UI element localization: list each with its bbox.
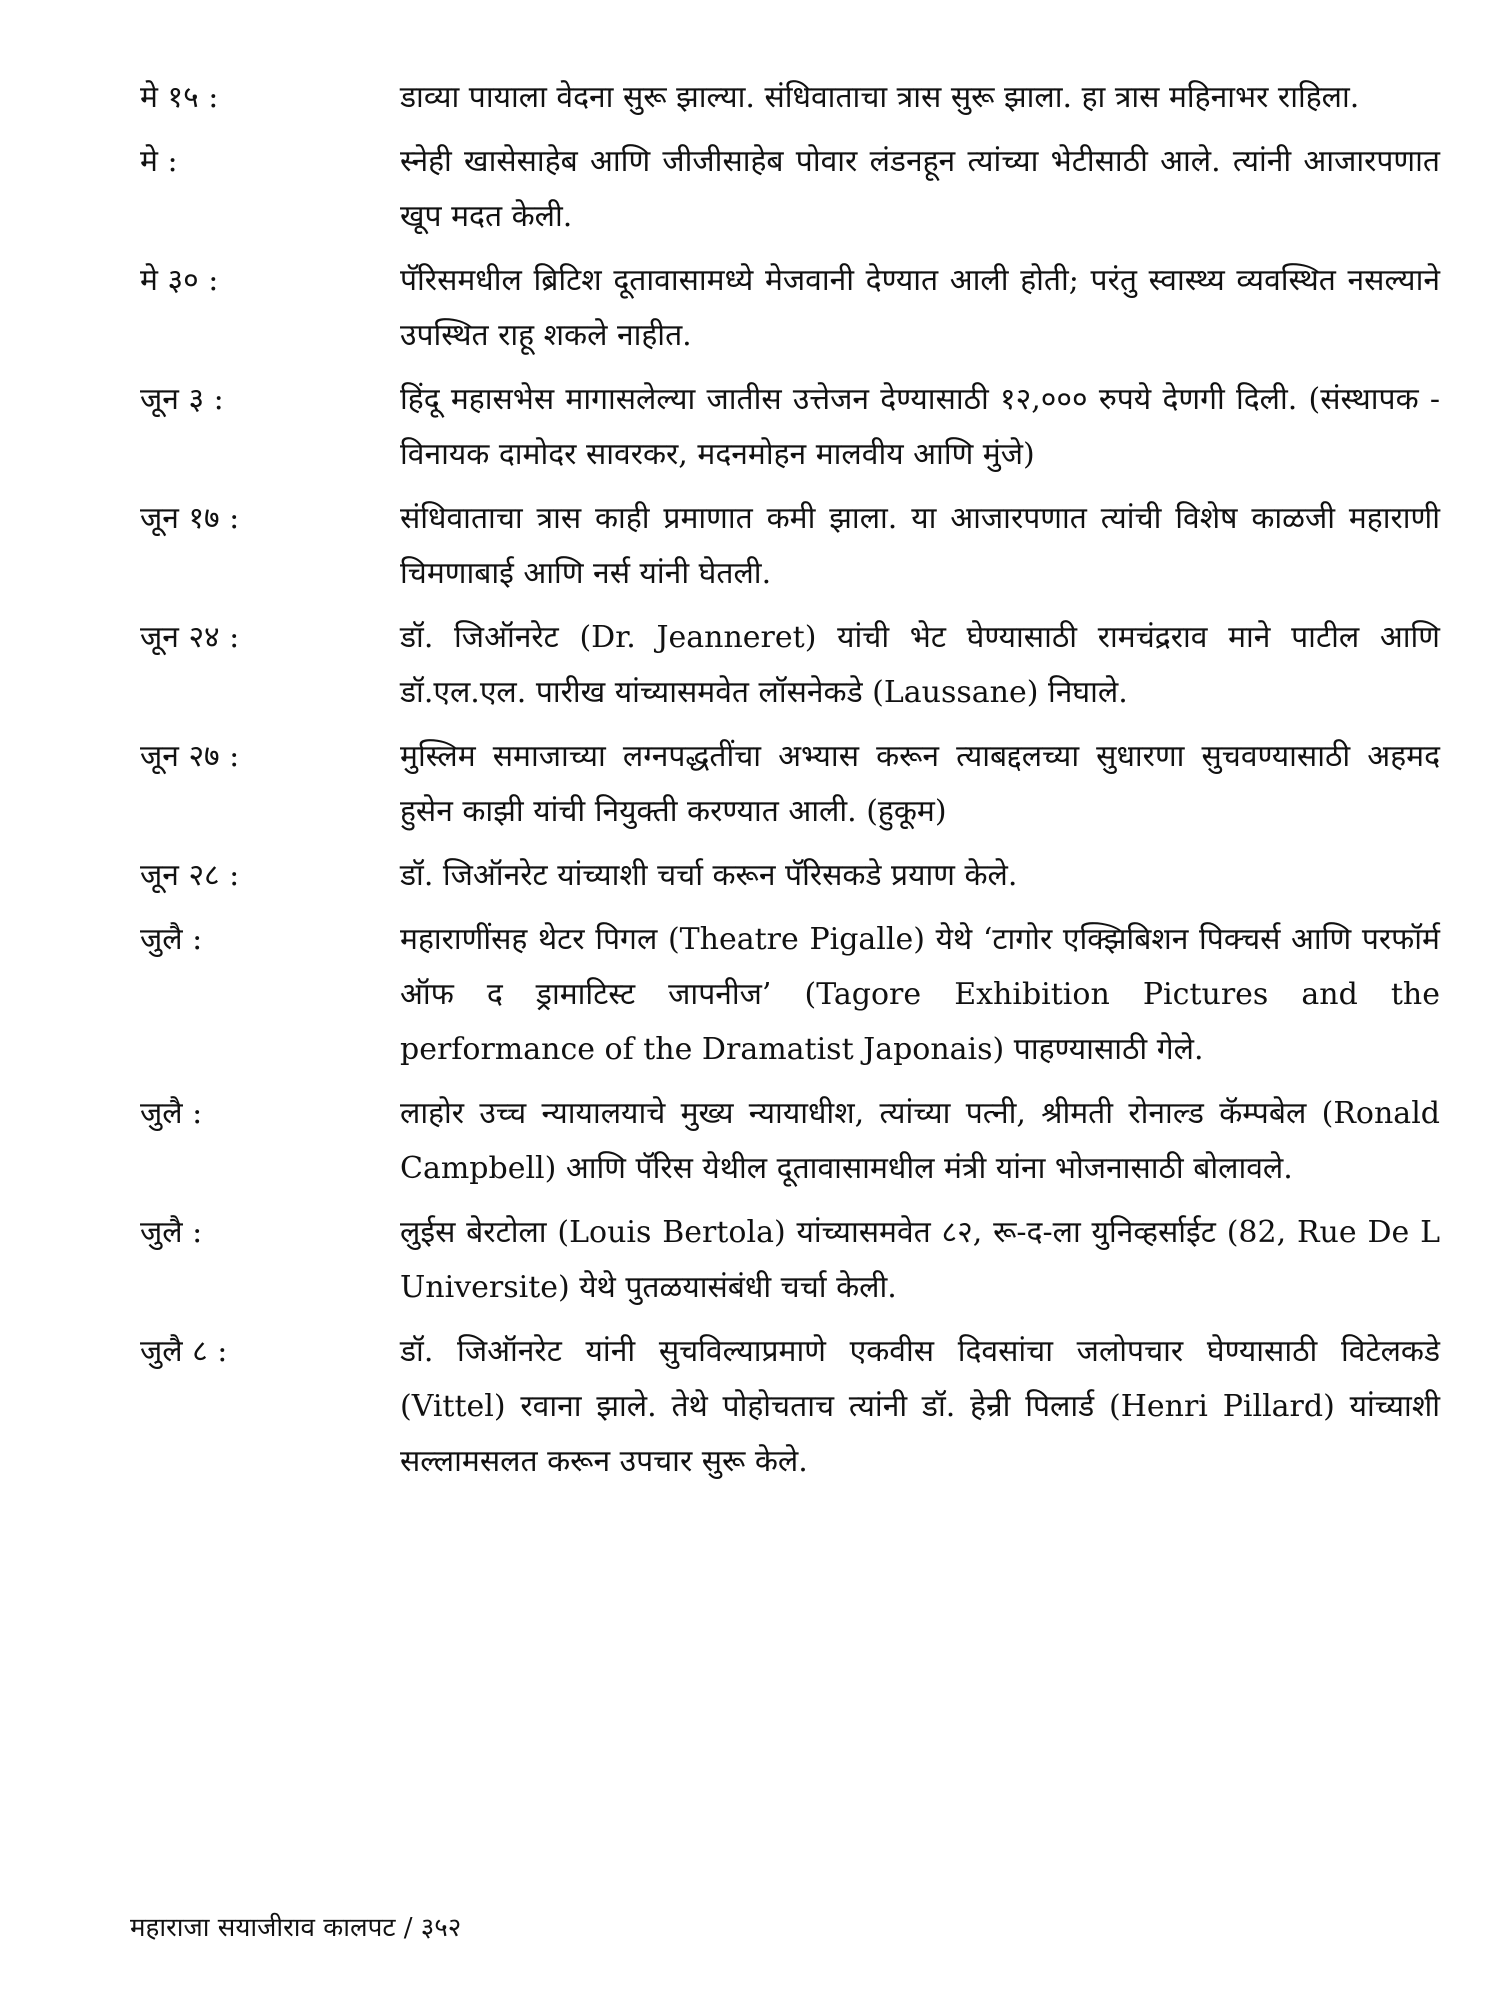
chronology-entry: [140, 1324, 1440, 1489]
chronology-entry: [140, 912, 1440, 1077]
entry-text: डॉ. जिऑनरेट यांनी सुचविल्याप्रमाणे एकवीस दिवसांचा जलोपचार घेण्यासाठी विटेलकडे (Vittel) रवाना झाले. तेथे पोहोचताच त्यांनी डॉ. हेन्री पिलार्ड (Henri Pillard) यांच्याशी सल्लामसलत करून उपचार सुरू केले.: [400, 1334, 1440, 1479]
entry-text: लुईस बेरटोला (Louis Bertola) यांच्यासमवेत ८२, रू-द-ला युनिव्हर्साईट (82, Rue De L Universite) येथे पुतळयासंबंधी चर्चा केली.: [400, 1215, 1440, 1305]
chronology-list: [140, 70, 1440, 1498]
entry-date: मे १५ :: [140, 80, 219, 115]
entry-date: जून १७ :: [140, 501, 240, 536]
chronology-entry: [140, 253, 1440, 363]
entry-text: संधिवाताचा त्रास काही प्रमाणात कमी झाला. या आजारपणात त्यांची विशेष काळजी महाराणी चिमणाबाई आणि नर्स यांनी घेतली.: [400, 501, 1440, 591]
chronology-entry: [140, 848, 1440, 903]
entry-text: डॉ. जिऑनरेट (Dr. Jeanneret) यांची भेट घेण्यासाठी रामचंद्रराव माने पाटील आणि डॉ.एल.एल. पारीख यांच्यासमवेत लॉसनेकडे (Laussane) निघाले.: [400, 620, 1440, 710]
chronology-entry: [140, 610, 1440, 720]
entry-date: जून २८ :: [140, 858, 240, 893]
entry-date: जुलै ८ :: [140, 1334, 228, 1369]
entry-text: लाहोर उच्च न्यायालयाचे मुख्य न्यायाधीश, त्यांच्या पत्नी, श्रीमती रोनाल्ड कॅम्पबेल (Ronald Campbell) आणि पॅरिस येथील दूतावासामधील मंत्री यांना भोजनासाठी बोलावले.: [400, 1096, 1440, 1186]
page-footer: महाराजा सयाजीराव कालपट / ३५२: [130, 1913, 462, 1943]
chronology-entry: [140, 491, 1440, 601]
chronology-entry: [140, 729, 1440, 839]
entry-text: पॅरिसमधील ब्रिटिश दूतावासामध्ये मेजवानी देण्यात आली होती; परंतु स्वास्थ्य व्यवस्थित नसल्याने उपस्थित राहू शकले नाहीत.: [400, 263, 1440, 353]
entry-text: स्नेही खासेसाहेब आणि जीजीसाहेब पोवार लंडनहून त्यांच्या भेटीसाठी आले. त्यांनी आजारपणात खूप मदत केली.: [400, 144, 1440, 234]
chronology-entry: [140, 70, 1440, 125]
entry-date: जुलै :: [140, 1215, 203, 1250]
entry-date: जुलै :: [140, 1096, 203, 1131]
entry-date: जुलै :: [140, 922, 203, 957]
entry-text: मुस्लिम समाजाच्या लग्नपद्धतींचा अभ्यास करून त्याबद्दलच्या सुधारणा सुचवण्यासाठी अहमद हुसेन काझी यांची नियुक्ती करण्यात आली. (हुकूम): [400, 739, 1440, 829]
entry-text: महाराणींसह थेटर पिगल (Theatre Pigalle) येथे ‘टागोर एक्झिबिशन पिक्चर्स आणि परफॉर्म ऑफ द ड्रामाटिस्ट जापनीज’ (Tagore Exhibition Pictures and the performance of the Dramatist Japonais) पाहण्यासाठी गेले.: [400, 922, 1440, 1067]
chronology-entry: [140, 1205, 1440, 1315]
entry-text: हिंदू महासभेस मागासलेल्या जातीस उत्तेजन देण्यासाठी १२,००० रुपये देणगी दिली. (संस्थापक - विनायक दामोदर सावरकर, मदनमोहन मालवीय आणि मुंजे): [400, 382, 1440, 472]
entry-date: मे ३० :: [140, 263, 219, 298]
entry-text: डॉ. जिऑनरेट यांच्याशी चर्चा करून पॅरिसकडे प्रयाण केले.: [400, 858, 1018, 893]
chronology-entry: [140, 134, 1440, 244]
entry-text: डाव्या पायाला वेदना सुरू झाल्या. संधिवाताचा त्रास सुरू झाला. हा त्रास महिनाभर राहिला.: [400, 80, 1360, 115]
chronology-entry: [140, 372, 1440, 482]
entry-date: जून ३ :: [140, 382, 224, 417]
chronology-entry: [140, 1086, 1440, 1196]
entry-date: मे :: [140, 144, 178, 179]
entry-date: जून २४ :: [140, 620, 240, 655]
entry-date: जून २७ :: [140, 739, 240, 774]
